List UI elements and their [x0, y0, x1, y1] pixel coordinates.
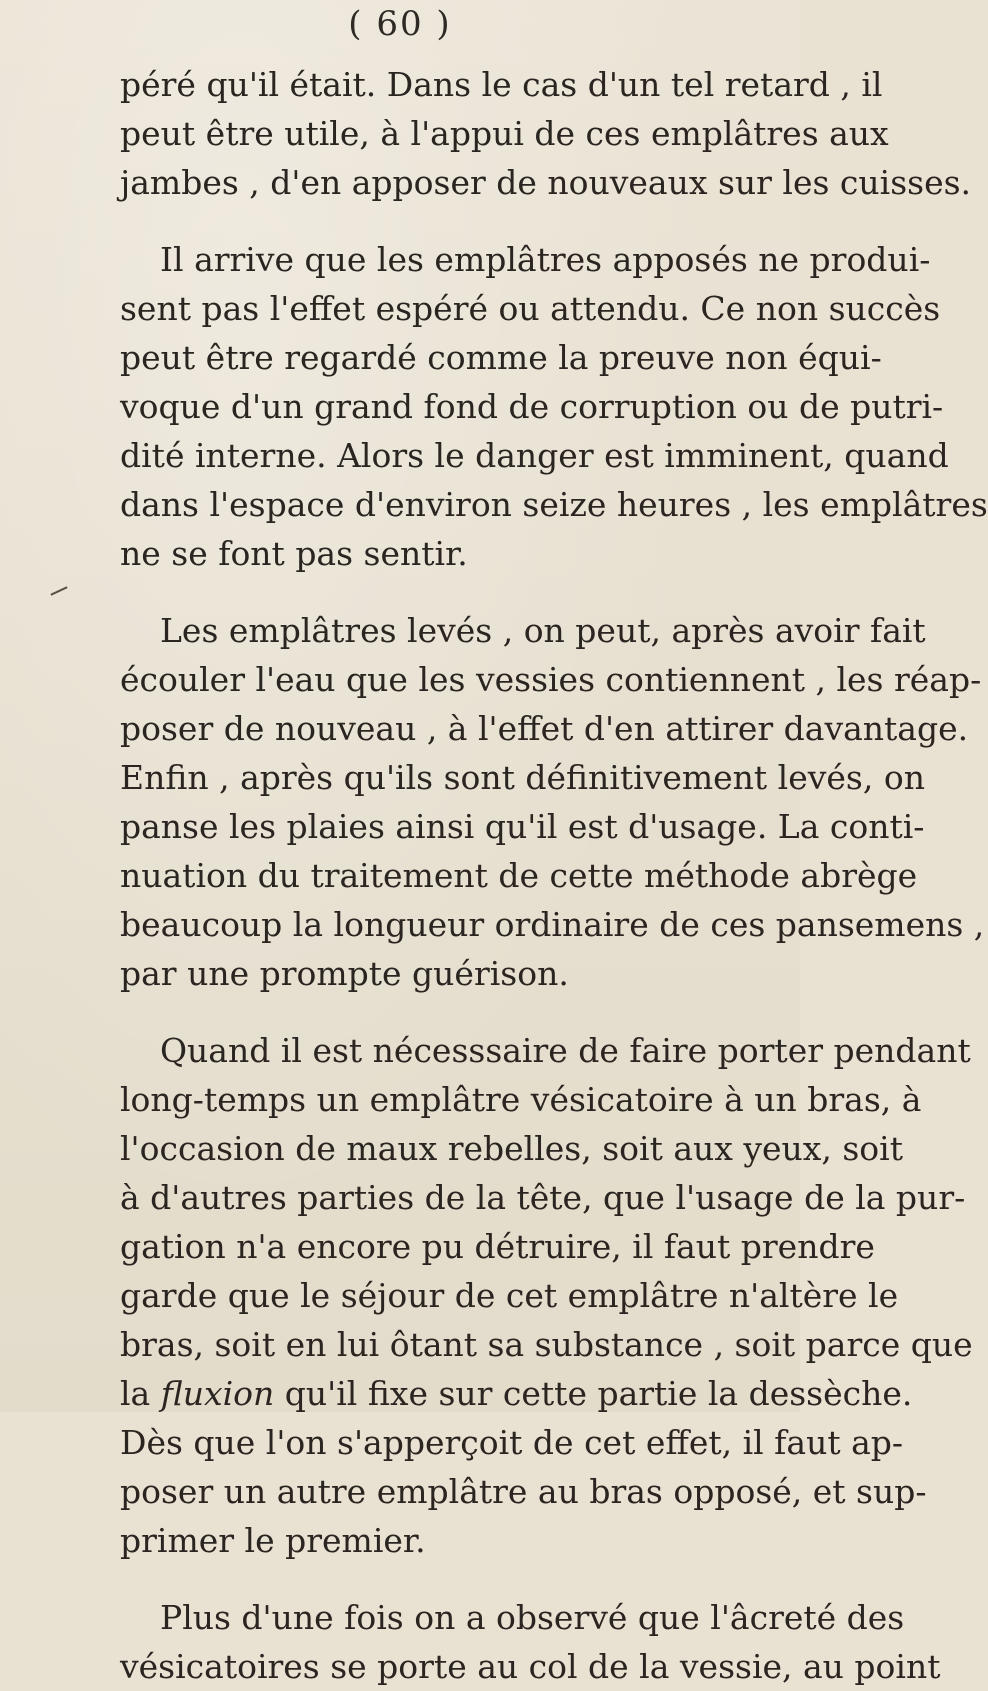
text-line: par une prompte guérison. — [120, 954, 569, 993]
text-line: Les emplâtres levés , on peut, après avoir fait — [160, 611, 926, 650]
text-line: péré qu'il était. Dans le cas d'un tel retard , il — [120, 65, 883, 104]
text-line: à d'autres parties de la tête, que l'usage de la pur- — [120, 1178, 966, 1217]
text-line: poser un autre emplâtre au bras opposé, et sup- — [120, 1472, 927, 1511]
text-line: long-temps un emplâtre vésicatoire à un bras, à — [120, 1080, 922, 1119]
text-line: Dès que l'on s'apperçoit de cet effet, il faut ap- — [120, 1423, 904, 1462]
text-line: Quand il est nécesssaire de faire porter pendant — [160, 1031, 971, 1070]
text-line: beaucoup la longueur ordinaire de ces pansemens , — [120, 905, 985, 944]
text-line: Plus d'une fois on a observé que l'âcreté des — [160, 1598, 905, 1637]
text-line: panse les plaies ainsi qu'il est d'usage. La conti- — [120, 807, 925, 846]
text-line: dité interne. Alors le danger est imminent, quand — [120, 436, 949, 475]
text-line: peut être regardé comme la preuve non équi- — [120, 338, 882, 377]
text-line: nuation du traitement de cette méthode abrège — [120, 856, 918, 895]
paragraph — [120, 1026, 973, 1565]
text-line: la fluxion qu'il fixe sur cette partie la dessèche. — [120, 1374, 913, 1413]
text-line: sent pas l'effet espéré ou attendu. Ce non succès — [120, 289, 941, 328]
text-line: écouler l'eau que les vessies contiennent , les réap- — [120, 660, 982, 699]
margin-mark — [50, 586, 67, 595]
text-line: dans l'espace d'environ seize heures , les emplâtres — [120, 485, 988, 524]
paragraph — [120, 1593, 941, 1691]
text-line: bras, soit en lui ôtant sa substance , soit parce que — [120, 1325, 973, 1364]
text-line: Il arrive que les emplâtres apposés ne produi- — [160, 240, 931, 279]
paragraph — [120, 60, 972, 207]
text-body — [120, 60, 988, 1691]
text-line: l'occasion de maux rebelles, soit aux yeux, soit — [120, 1129, 903, 1168]
text-line: peut être utile, à l'appui de ces emplâtres aux — [120, 114, 889, 153]
paragraph — [120, 235, 988, 578]
text-line: ne se font pas sentir. — [120, 534, 468, 573]
text-line: primer le premier. — [120, 1521, 426, 1560]
text-line: poser de nouveau , à l'effet d'en attirer davantage. — [120, 709, 969, 748]
text-line: Enfin , après qu'ils sont définitivement levés, on — [120, 758, 925, 797]
paragraph — [120, 606, 985, 998]
page-number: ( 60 ) — [348, 4, 452, 44]
text-line: voque d'un grand fond de corruption ou de putri- — [120, 387, 944, 426]
text-line: jambes , d'en apposer de nouveaux sur les cuisses. — [120, 163, 972, 202]
text-line: vésicatoires se porte au col de la vessie, au point — [120, 1647, 941, 1686]
text-line: gation n'a encore pu détruire, il faut prendre — [120, 1227, 875, 1266]
text-line: garde que le séjour de cet emplâtre n'altère le — [120, 1276, 899, 1315]
